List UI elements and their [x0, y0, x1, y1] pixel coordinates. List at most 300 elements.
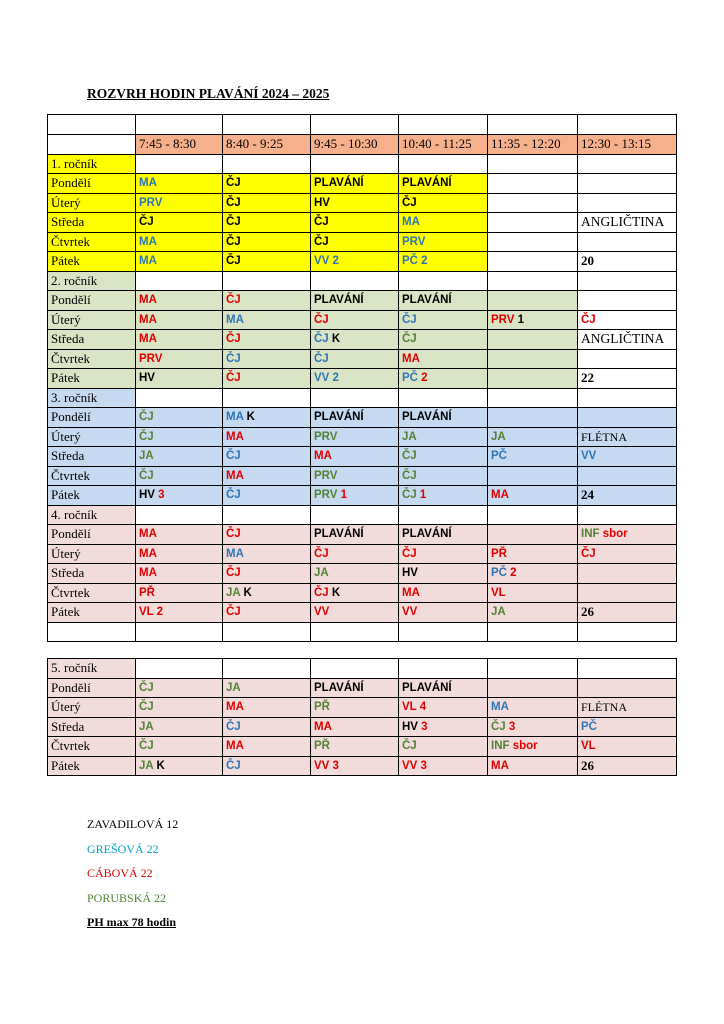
lesson-cell	[223, 756, 311, 776]
subject-label: 22	[581, 370, 594, 386]
grade-label: 1. ročník	[48, 154, 136, 174]
subject-label: MA	[139, 177, 157, 190]
lesson-cell	[136, 232, 223, 252]
day-label: Pondělí	[48, 291, 136, 311]
lesson-cell	[488, 466, 578, 486]
subject-label: MA	[139, 235, 157, 248]
gap-row	[48, 642, 677, 659]
empty-cell	[578, 388, 677, 408]
subject-label: MA	[226, 411, 244, 424]
lesson-cell	[223, 330, 311, 350]
grade-label: 2. ročník	[48, 271, 136, 291]
lesson-cell	[488, 737, 578, 757]
spacer-row	[48, 115, 677, 135]
subject-label: ČJ	[226, 567, 241, 580]
lesson-cell	[136, 583, 223, 603]
day-row	[48, 564, 677, 584]
day-label: Středa	[48, 564, 136, 584]
day-row	[48, 486, 677, 506]
subject-note: 3	[417, 759, 427, 772]
lesson-cell	[311, 698, 399, 718]
subject-note: sbor	[509, 740, 538, 753]
subject-label: ČJ	[139, 216, 154, 229]
lesson-cell	[136, 310, 223, 330]
lesson-cell	[223, 310, 311, 330]
subject-label: ČJ	[139, 430, 154, 443]
lesson-cell	[488, 291, 578, 311]
subject-label: PRV	[314, 469, 338, 482]
time-slot-header: 8:40 - 9:25	[223, 135, 311, 155]
empty-cell	[311, 271, 399, 291]
subject-label: VV	[581, 450, 597, 463]
empty-cell	[578, 154, 677, 174]
subject-label: VL	[491, 586, 506, 599]
subject-label: MA	[314, 720, 332, 733]
lesson-cell	[136, 291, 223, 311]
lesson-cell	[399, 698, 488, 718]
lesson-cell	[488, 349, 578, 369]
lesson-cell	[311, 174, 399, 194]
subject-label: MA	[402, 352, 420, 365]
subject-label: ČJ	[314, 216, 329, 229]
subject-label: MA	[139, 313, 157, 326]
day-label: Pondělí	[48, 525, 136, 545]
lesson-cell	[578, 447, 677, 467]
lesson-cell	[399, 525, 488, 545]
subject-label: MA	[139, 255, 157, 268]
lesson-cell	[578, 466, 677, 486]
subject-label: ČJ	[314, 313, 329, 326]
lesson-cell	[488, 678, 578, 698]
day-label: Pondělí	[48, 174, 136, 194]
lesson-cell	[223, 583, 311, 603]
lesson-cell	[136, 349, 223, 369]
lesson-cell	[488, 525, 578, 545]
empty-cell	[136, 271, 223, 291]
subject-label: JA	[491, 606, 506, 619]
lesson-cell	[399, 737, 488, 757]
lesson-cell	[311, 525, 399, 545]
day-label: Pátek	[48, 486, 136, 506]
subject-label: ČJ	[139, 701, 154, 714]
lesson-cell	[136, 427, 223, 447]
lesson-cell	[136, 737, 223, 757]
lesson-cell	[578, 678, 677, 698]
lesson-cell	[223, 193, 311, 213]
empty-cell	[578, 505, 677, 525]
empty-cell	[488, 642, 578, 659]
lesson-cell	[488, 583, 578, 603]
subject-label: HV	[402, 720, 418, 733]
empty-cell	[311, 642, 399, 659]
lesson-cell	[578, 252, 677, 272]
legend-teacher: PORUBSKÁ 22	[87, 890, 167, 905]
lesson-cell	[399, 486, 488, 506]
lesson-cell	[136, 698, 223, 718]
lesson-cell	[223, 408, 311, 428]
subject-label: ČJ	[139, 740, 154, 753]
empty-cell	[399, 642, 488, 659]
lesson-cell	[399, 369, 488, 389]
subject-label: ČJ	[402, 450, 417, 463]
lesson-cell	[311, 737, 399, 757]
empty-cell	[48, 115, 136, 135]
lesson-cell	[399, 291, 488, 311]
lesson-cell	[578, 525, 677, 545]
lesson-cell	[399, 603, 488, 623]
day-label: Úterý	[48, 310, 136, 330]
lesson-cell	[311, 291, 399, 311]
subject-label: ČJ	[314, 333, 329, 346]
empty-cell	[578, 622, 677, 642]
subject-label: PRV	[139, 352, 163, 365]
subject-label: JA	[314, 567, 329, 580]
legend-teacher: GREŠOVÁ 22	[87, 841, 159, 856]
empty-cell	[311, 154, 399, 174]
day-label: Pondělí	[48, 408, 136, 428]
lesson-cell	[136, 544, 223, 564]
lesson-cell	[223, 427, 311, 447]
lesson-cell	[399, 174, 488, 194]
subject-note: 1	[416, 489, 427, 502]
lesson-cell	[311, 544, 399, 564]
empty-cell	[578, 659, 677, 679]
lesson-cell	[223, 698, 311, 718]
lesson-cell	[223, 291, 311, 311]
subject-label: PLAVÁNÍ	[402, 681, 452, 694]
lesson-cell	[136, 603, 223, 623]
empty-cell	[48, 642, 136, 659]
subject-note: sbor	[599, 528, 628, 541]
day-row	[48, 310, 677, 330]
subject-note: 2	[506, 567, 517, 580]
day-label: Čtvrtek	[48, 349, 136, 369]
subject-label: JA	[139, 720, 154, 733]
day-row	[48, 737, 677, 757]
subject-label: PLAVÁNÍ	[402, 294, 452, 307]
subject-label: JA	[491, 430, 506, 443]
lesson-cell	[136, 174, 223, 194]
lesson-cell	[399, 349, 488, 369]
lesson-cell	[223, 349, 311, 369]
lesson-cell	[399, 330, 488, 350]
empty-cell	[136, 505, 223, 525]
day-label: Čtvrtek	[48, 232, 136, 252]
day-label: Úterý	[48, 193, 136, 213]
lesson-cell	[578, 232, 677, 252]
subject-label: INF	[491, 740, 510, 753]
lesson-cell	[488, 427, 578, 447]
day-row	[48, 447, 677, 467]
time-slot-header: 10:40 - 11:25	[399, 135, 488, 155]
subject-label: PŘ	[491, 547, 507, 560]
empty-cell	[488, 271, 578, 291]
day-row	[48, 466, 677, 486]
lesson-cell	[136, 193, 223, 213]
lesson-cell	[223, 603, 311, 623]
total-hours-note: PH max 78 hodin	[87, 915, 177, 929]
lesson-cell	[578, 698, 677, 718]
lesson-cell	[488, 232, 578, 252]
subject-label: FLÉTNA	[581, 429, 627, 444]
subject-label: ČJ	[226, 720, 241, 733]
time-slot-header: 9:45 - 10:30	[311, 135, 399, 155]
lesson-cell	[578, 544, 677, 564]
lesson-cell	[311, 564, 399, 584]
day-label: Úterý	[48, 544, 136, 564]
document-title: ROZVRH HODIN PLAVÁNÍ 2024 – 2025	[87, 86, 330, 101]
lesson-cell	[399, 678, 488, 698]
subject-note: 2	[417, 372, 428, 385]
lesson-cell	[578, 349, 677, 369]
subject-label: ČJ	[226, 235, 241, 248]
lesson-cell	[399, 252, 488, 272]
subject-label: ČJ	[314, 547, 329, 560]
lesson-cell	[136, 369, 223, 389]
lesson-cell	[136, 447, 223, 467]
subject-label: PLAVÁNÍ	[314, 681, 364, 694]
subject-label: ČJ	[139, 469, 154, 482]
day-row	[48, 213, 677, 233]
empty-cell	[488, 388, 578, 408]
subject-label: PČ	[491, 450, 507, 463]
subject-label: JA	[139, 759, 154, 772]
lesson-cell	[488, 486, 578, 506]
lesson-cell	[578, 717, 677, 737]
lesson-cell	[136, 525, 223, 545]
empty-cell	[578, 115, 677, 135]
lesson-cell	[488, 252, 578, 272]
day-row	[48, 330, 677, 350]
subject-label: MA	[402, 216, 420, 229]
empty-cell	[311, 115, 399, 135]
empty-cell	[311, 505, 399, 525]
lesson-cell	[136, 756, 223, 776]
subject-label: MA	[139, 528, 157, 541]
subject-label: PLAVÁNÍ	[402, 177, 452, 190]
subject-label: HV	[314, 196, 330, 209]
subject-label: ANGLIČTINA	[581, 214, 665, 230]
subject-label: 26	[581, 757, 594, 773]
grade-header-row	[48, 154, 677, 174]
subject-note: 3	[154, 489, 165, 502]
lesson-cell	[136, 252, 223, 272]
grade-header-row	[48, 388, 677, 408]
day-label: Středa	[48, 447, 136, 467]
subject-note: K	[243, 411, 255, 424]
day-label: Čtvrtek	[48, 466, 136, 486]
day-label: Středa	[48, 213, 136, 233]
lesson-cell	[488, 310, 578, 330]
lesson-cell	[578, 737, 677, 757]
time-slot-header: 11:35 - 12:20	[488, 135, 578, 155]
empty-cell	[488, 154, 578, 174]
lesson-cell	[488, 408, 578, 428]
lesson-cell	[488, 756, 578, 776]
day-row	[48, 756, 677, 776]
subject-label: PLAVÁNÍ	[402, 528, 452, 541]
subject-note: K	[328, 586, 341, 599]
lesson-cell	[488, 213, 578, 233]
empty-cell	[488, 505, 578, 525]
subject-label: 24	[581, 487, 594, 503]
subject-label: ČJ	[314, 235, 329, 248]
lesson-cell	[311, 583, 399, 603]
subject-label: HV	[402, 567, 418, 580]
subject-label: ČJ	[226, 352, 241, 365]
subject-label: PRV	[491, 313, 515, 326]
lesson-cell	[578, 330, 677, 350]
time-slot-header: 7:45 - 8:30	[136, 135, 223, 155]
empty-cell	[311, 622, 399, 642]
lesson-cell	[223, 447, 311, 467]
lesson-cell	[578, 603, 677, 623]
lesson-cell	[136, 678, 223, 698]
day-row	[48, 717, 677, 737]
subject-label: ČJ	[226, 177, 241, 190]
lesson-cell	[311, 678, 399, 698]
lesson-cell	[223, 174, 311, 194]
lesson-cell	[488, 369, 578, 389]
empty-cell	[399, 271, 488, 291]
subject-label: JA	[139, 450, 154, 463]
lesson-cell	[488, 330, 578, 350]
subject-note: K	[240, 586, 252, 599]
lesson-cell	[488, 717, 578, 737]
day-label: Středa	[48, 330, 136, 350]
subject-label: PRV	[402, 235, 426, 248]
teacher-legend	[87, 815, 178, 938]
legend-teacher: ZAVADILOVÁ 12	[87, 817, 179, 831]
subject-label: ČJ	[226, 759, 241, 772]
lesson-cell	[136, 408, 223, 428]
subject-label: JA	[402, 430, 417, 443]
subject-label: VL 2	[139, 606, 164, 619]
subject-label: ČJ	[402, 740, 417, 753]
day-label: Úterý	[48, 427, 136, 447]
subject-label: ČJ	[581, 547, 596, 560]
empty-cell	[223, 659, 311, 679]
subject-label: ČJ	[402, 313, 417, 326]
lesson-cell	[311, 193, 399, 213]
subject-label: PŘ	[139, 586, 155, 599]
empty-cell	[488, 115, 578, 135]
lesson-cell	[223, 564, 311, 584]
subject-label: JA	[226, 681, 241, 694]
subject-label: ČJ	[226, 489, 241, 502]
empty-cell	[311, 659, 399, 679]
subject-label: PRV	[314, 489, 338, 502]
subject-label: VV	[402, 606, 418, 619]
day-label: Pátek	[48, 756, 136, 776]
subject-label: MA	[226, 430, 244, 443]
day-row	[48, 252, 677, 272]
lesson-cell	[311, 486, 399, 506]
grade-header-row	[48, 659, 677, 679]
lesson-cell	[223, 717, 311, 737]
subject-label: ČJ	[314, 586, 329, 599]
subject-label: ČJ	[226, 294, 241, 307]
lesson-cell	[399, 310, 488, 330]
empty-cell	[136, 388, 223, 408]
subject-label: PČ	[581, 720, 597, 733]
day-label: Úterý	[48, 698, 136, 718]
lesson-cell	[488, 564, 578, 584]
subject-label: ANGLIČTINA	[581, 331, 665, 347]
lesson-cell	[311, 408, 399, 428]
day-label: Pátek	[48, 252, 136, 272]
lesson-cell	[311, 369, 399, 389]
subject-label: MA	[226, 701, 244, 714]
lesson-cell	[578, 408, 677, 428]
subject-label: ČJ	[226, 196, 241, 209]
subject-label: MA	[314, 450, 332, 463]
lesson-cell	[311, 756, 399, 776]
lesson-cell	[136, 486, 223, 506]
day-label: Čtvrtek	[48, 737, 136, 757]
empty-cell	[578, 642, 677, 659]
lesson-cell	[399, 427, 488, 447]
subject-label: PČ	[491, 567, 507, 580]
lesson-cell	[488, 447, 578, 467]
empty-cell	[136, 642, 223, 659]
empty-cell	[223, 642, 311, 659]
subject-label: INF	[581, 528, 600, 541]
subject-label: ČJ	[402, 469, 417, 482]
lesson-cell	[136, 564, 223, 584]
subject-label: ČJ	[226, 255, 241, 268]
empty-cell	[136, 115, 223, 135]
lesson-cell	[399, 232, 488, 252]
lesson-cell	[578, 369, 677, 389]
lesson-cell	[399, 717, 488, 737]
lesson-cell	[223, 252, 311, 272]
lesson-cell	[578, 564, 677, 584]
header-corner-cell	[48, 135, 136, 155]
empty-cell	[223, 154, 311, 174]
empty-cell	[399, 659, 488, 679]
empty-cell	[399, 115, 488, 135]
day-row	[48, 408, 677, 428]
subject-label: MA	[491, 701, 509, 714]
empty-cell	[223, 271, 311, 291]
lesson-cell	[399, 756, 488, 776]
subject-label: MA	[226, 313, 244, 326]
day-row	[48, 427, 677, 447]
lesson-cell	[136, 466, 223, 486]
subject-note: 1	[514, 313, 525, 326]
day-row	[48, 193, 677, 213]
subject-label: ČJ	[402, 196, 417, 209]
subject-note: 4	[416, 701, 427, 714]
subject-label: VV	[402, 759, 418, 772]
day-row	[48, 174, 677, 194]
lesson-cell	[311, 232, 399, 252]
subject-label: ČJ	[226, 216, 241, 229]
subject-label: MA	[402, 586, 420, 599]
subject-label: MA	[226, 469, 244, 482]
lesson-cell	[399, 583, 488, 603]
lesson-cell	[488, 603, 578, 623]
day-row	[48, 291, 677, 311]
day-label: Pátek	[48, 369, 136, 389]
empty-cell	[136, 154, 223, 174]
empty-cell	[48, 622, 136, 642]
lesson-cell	[223, 466, 311, 486]
lesson-cell	[223, 544, 311, 564]
subject-label: MA	[491, 489, 509, 502]
lesson-cell	[578, 310, 677, 330]
